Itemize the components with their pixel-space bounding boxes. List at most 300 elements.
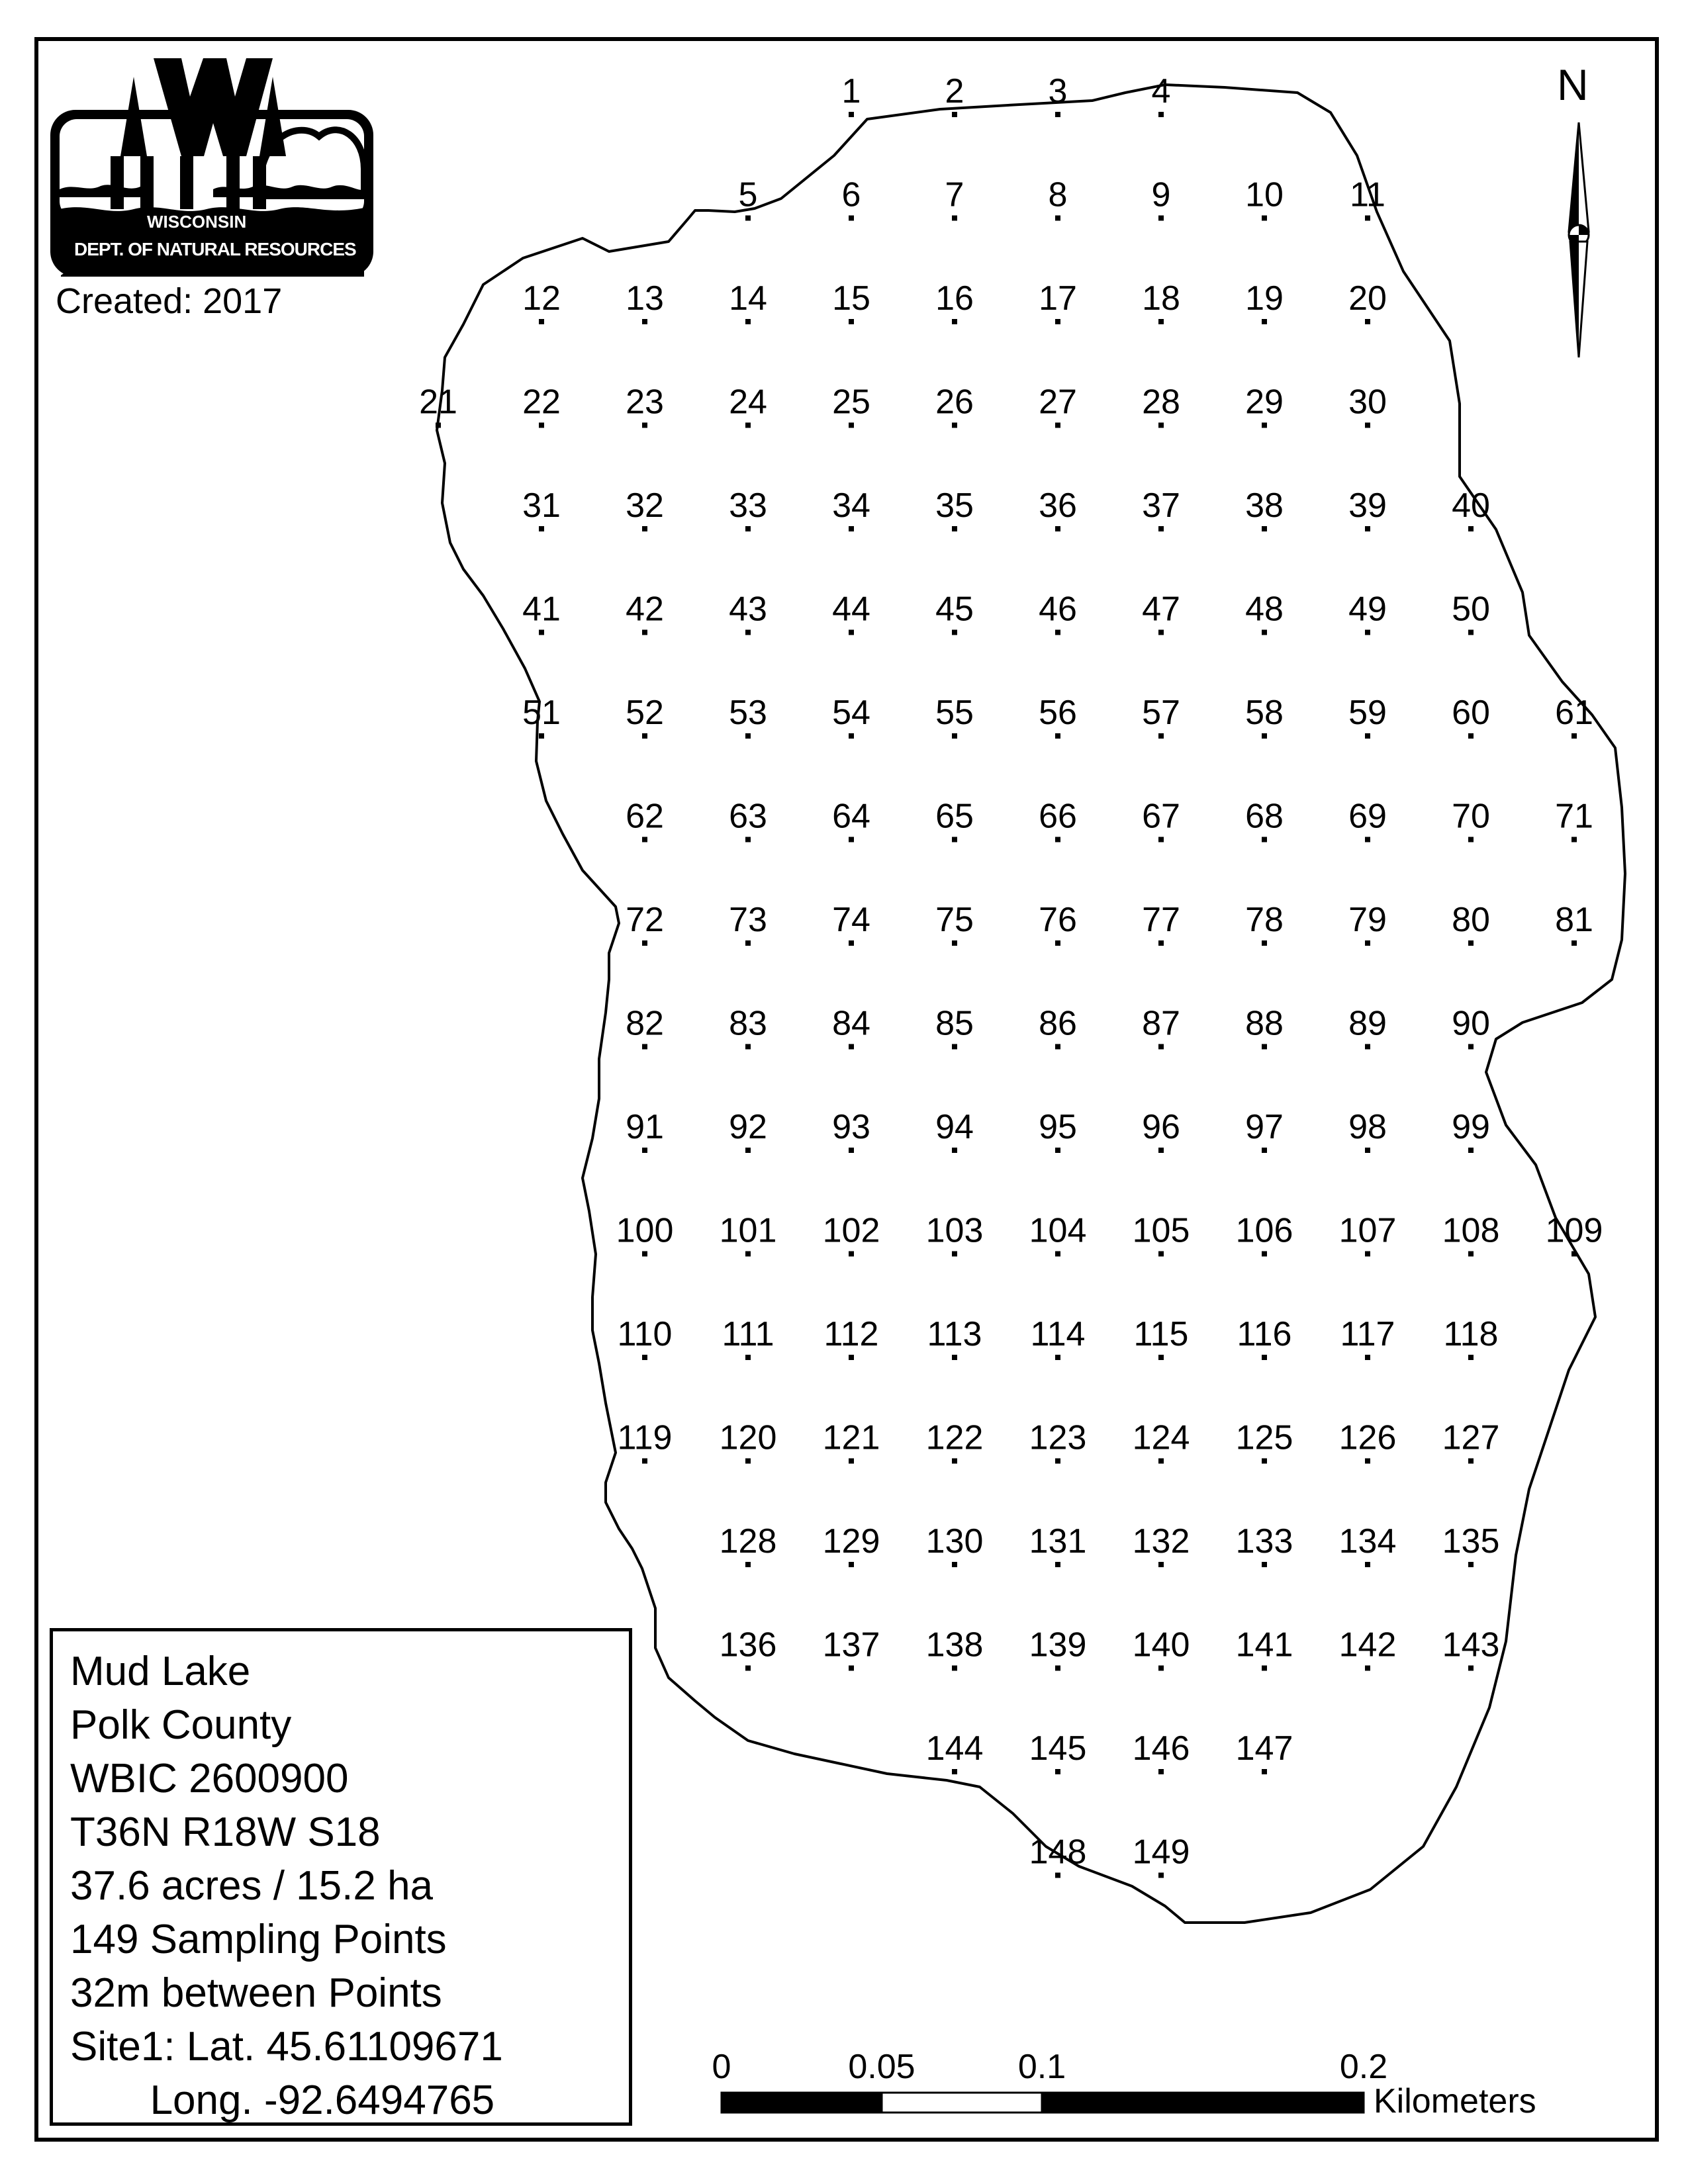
sampling-point-label-59: 59 [1348,694,1387,732]
sampling-point-label-134: 134 [1338,1522,1397,1561]
sampling-point-94 [952,1148,957,1153]
sampling-point-label-6: 6 [841,175,861,214]
sampling-point-46 [1055,630,1060,635]
sampling-point-131 [1055,1562,1060,1567]
info-longitude: Long. -92.6494765 [70,2077,495,2123]
info-spacing: 32m between Points [70,1970,442,2016]
sampling-point-34 [849,526,854,531]
wdnr-logo-mark [48,57,376,282]
sampling-point-label-57: 57 [1142,694,1180,732]
sampling-point-label-96: 96 [1142,1108,1180,1146]
sampling-point-47 [1158,630,1164,635]
sampling-point-103 [952,1251,957,1257]
sampling-point-142 [1365,1666,1370,1671]
sampling-point-label-129: 129 [822,1522,880,1561]
sampling-point-114 [1055,1355,1060,1360]
sampling-point-label-77: 77 [1142,901,1180,939]
sampling-point-36 [1055,526,1060,531]
sampling-point-6 [849,216,854,221]
sampling-point-148 [1055,1873,1060,1878]
sampling-point-84 [849,1044,854,1050]
scale-tick-0-1: 0.1 [1017,2048,1066,2086]
sampling-point-label-83: 83 [729,1004,767,1043]
sampling-point-91 [642,1148,647,1153]
sampling-point-100 [642,1251,647,1257]
sampling-point-label-81: 81 [1555,901,1593,939]
sampling-point-label-148: 148 [1029,1833,1087,1872]
sampling-point-87 [1158,1044,1164,1050]
sampling-point-label-70: 70 [1452,797,1490,836]
sampling-point-69 [1365,837,1370,842]
sampling-point-58 [1262,733,1267,739]
sampling-point-label-35: 35 [935,486,974,525]
scale-segment-2 [882,2093,1042,2113]
sampling-point-92 [745,1148,751,1153]
sampling-point-29 [1262,423,1267,428]
sampling-point-19 [1262,319,1267,324]
sampling-point-53 [745,733,751,739]
sampling-point-label-12: 12 [522,279,561,318]
sampling-point-label-126: 126 [1338,1418,1397,1457]
sampling-point-label-62: 62 [626,797,664,836]
sampling-point-label-149: 149 [1132,1833,1190,1872]
sampling-point-label-11: 11 [1350,175,1385,214]
sampling-point-label-66: 66 [1039,797,1077,836]
sampling-point-label-34: 34 [832,486,870,525]
sampling-point-125 [1262,1459,1267,1464]
sampling-point-label-21: 21 [419,383,457,422]
sampling-point-116 [1262,1355,1267,1360]
sampling-point-33 [745,526,751,531]
sampling-point-label-67: 67 [1142,797,1180,836]
sampling-point-37 [1158,526,1164,531]
sampling-point-label-105: 105 [1132,1211,1190,1250]
sampling-point-label-13: 13 [626,279,664,318]
sampling-point-107 [1365,1251,1370,1257]
sampling-point-label-30: 30 [1348,383,1387,422]
sampling-point-106 [1262,1251,1267,1257]
sampling-point-label-16: 16 [935,279,974,318]
sampling-point-label-138: 138 [925,1625,984,1664]
sampling-point-23 [642,423,647,428]
sampling-point-25 [849,423,854,428]
sampling-point-97 [1262,1148,1267,1153]
sampling-point-72 [642,940,647,946]
sampling-point-4 [1158,112,1164,117]
sampling-point-113 [952,1355,957,1360]
sampling-point-86 [1055,1044,1060,1050]
sampling-point-85 [952,1044,957,1050]
sampling-point-108 [1468,1251,1474,1257]
sampling-point-56 [1055,733,1060,739]
sampling-point-16 [952,319,957,324]
sampling-point-70 [1468,837,1474,842]
sampling-point-120 [745,1459,751,1464]
sampling-point-label-22: 22 [522,383,561,422]
sampling-point-label-23: 23 [626,383,664,422]
sampling-point-95 [1055,1148,1060,1153]
sampling-point-label-72: 72 [626,901,664,939]
sampling-point-112 [849,1355,854,1360]
sampling-point-label-20: 20 [1348,279,1387,318]
sampling-point-label-107: 107 [1338,1211,1397,1250]
sampling-point-label-102: 102 [822,1211,880,1250]
sampling-point-41 [539,630,544,635]
sampling-point-label-71: 71 [1555,797,1593,836]
sampling-point-5 [745,216,751,221]
sampling-point-143 [1468,1666,1474,1671]
sampling-point-12 [539,319,544,324]
sampling-point-26 [952,423,957,428]
sampling-point-label-49: 49 [1348,590,1387,629]
sampling-point-13 [642,319,647,324]
sampling-point-label-112: 112 [823,1315,879,1353]
sampling-point-label-44: 44 [832,590,870,629]
sampling-point-label-46: 46 [1039,590,1077,629]
sampling-point-label-4: 4 [1151,72,1171,111]
sampling-point-137 [849,1666,854,1671]
sampling-point-label-133: 133 [1235,1522,1293,1561]
sampling-point-63 [745,837,751,842]
sampling-point-label-33: 33 [729,486,767,525]
sampling-point-label-94: 94 [935,1108,974,1146]
sampling-point-77 [1158,940,1164,946]
sampling-point-38 [1262,526,1267,531]
sampling-point-label-123: 123 [1029,1418,1087,1457]
sampling-point-8 [1055,216,1060,221]
sampling-point-label-5: 5 [738,175,758,214]
sampling-point-label-68: 68 [1245,797,1284,836]
sampling-point-label-92: 92 [729,1108,767,1146]
sampling-point-140 [1158,1666,1164,1671]
sampling-point-label-54: 54 [832,694,870,732]
sampling-point-label-41: 41 [522,590,561,629]
sampling-point-60 [1468,733,1474,739]
sampling-point-label-31: 31 [522,486,561,525]
sampling-point-52 [642,733,647,739]
sampling-point-82 [642,1044,647,1050]
sampling-point-28 [1158,423,1164,428]
sampling-point-label-42: 42 [626,590,664,629]
sampling-point-80 [1468,940,1474,946]
sampling-point-label-99: 99 [1452,1108,1490,1146]
scale-units: Kilometers [1374,2082,1536,2120]
sampling-point-label-82: 82 [626,1004,664,1043]
sampling-point-label-37: 37 [1142,486,1180,525]
scale-tick-0-2: 0.2 [1339,2048,1388,2086]
sampling-point-label-55: 55 [935,694,974,732]
sampling-point-label-124: 124 [1132,1418,1190,1457]
sampling-point-label-137: 137 [822,1625,880,1664]
sampling-point-9 [1158,216,1164,221]
north-arrow [1569,122,1589,357]
info-lake-name: Mud Lake [70,1649,251,1694]
sampling-point-label-19: 19 [1245,279,1284,318]
sampling-point-88 [1262,1044,1267,1050]
sampling-point-label-101: 101 [719,1211,777,1250]
sampling-point-label-116: 116 [1237,1315,1292,1353]
sampling-point-label-74: 74 [832,901,870,939]
sampling-point-81 [1571,940,1577,946]
sampling-point-label-17: 17 [1039,279,1077,318]
sampling-point-133 [1262,1562,1267,1567]
sampling-point-35 [952,526,957,531]
sampling-point-75 [952,940,957,946]
sampling-point-label-18: 18 [1142,279,1180,318]
sampling-point-label-86: 86 [1039,1004,1077,1043]
sampling-point-49 [1365,630,1370,635]
sampling-point-label-114: 114 [1030,1315,1086,1353]
sampling-point-76 [1055,940,1060,946]
sampling-point-label-121: 121 [822,1418,880,1457]
sampling-point-57 [1158,733,1164,739]
sampling-point-98 [1365,1148,1370,1153]
sampling-point-label-63: 63 [729,797,767,836]
sampling-point-102 [849,1251,854,1257]
scale-bar [712,2048,1536,2120]
sampling-point-89 [1365,1044,1370,1050]
sampling-point-label-39: 39 [1348,486,1387,525]
sampling-point-117 [1365,1355,1370,1360]
sampling-point-149 [1158,1873,1164,1878]
sampling-point-90 [1468,1044,1474,1050]
sampling-point-label-100: 100 [616,1211,674,1250]
sampling-point-45 [952,630,957,635]
sampling-point-96 [1158,1148,1164,1153]
sampling-point-27 [1055,423,1060,428]
sampling-point-74 [849,940,854,946]
sampling-point-40 [1468,526,1474,531]
sampling-point-label-132: 132 [1132,1522,1190,1561]
sampling-point-label-144: 144 [925,1729,984,1768]
sampling-point-label-85: 85 [935,1004,974,1043]
sampling-point-label-36: 36 [1039,486,1077,525]
sampling-point-label-53: 53 [729,694,767,732]
sampling-point-label-73: 73 [729,901,767,939]
sampling-point-label-64: 64 [832,797,870,836]
sampling-point-label-131: 131 [1029,1522,1087,1561]
sampling-point-44 [849,630,854,635]
sampling-point-128 [745,1562,751,1567]
sampling-point-61 [1571,733,1577,739]
sampling-point-68 [1262,837,1267,842]
sampling-point-label-65: 65 [935,797,974,836]
sampling-point-label-25: 25 [832,383,870,422]
sampling-point-51 [539,733,544,739]
sampling-point-label-9: 9 [1151,175,1171,214]
sampling-point-104 [1055,1251,1060,1257]
sampling-point-label-125: 125 [1235,1418,1293,1457]
sampling-point-label-14: 14 [729,279,767,318]
sampling-point-label-111: 111 [722,1315,774,1353]
sampling-point-101 [745,1251,751,1257]
sampling-point-label-87: 87 [1142,1004,1180,1043]
sampling-point-31 [539,526,544,531]
wdnr-logo [48,57,376,282]
sampling-point-label-139: 139 [1029,1625,1087,1664]
sampling-point-14 [745,319,751,324]
sampling-point-1 [849,112,854,117]
sampling-point-label-115: 115 [1133,1315,1189,1353]
info-township: T36N R18W S18 [70,1809,381,1855]
north-arrow-upper-shade [1569,122,1579,232]
sampling-point-59 [1365,733,1370,739]
sampling-point-label-103: 103 [925,1211,984,1250]
sampling-point-label-145: 145 [1029,1729,1087,1768]
sampling-point-144 [952,1769,957,1774]
sampling-point-54 [849,733,854,739]
sampling-point-3 [1055,112,1060,117]
sampling-point-label-130: 130 [925,1522,984,1561]
sampling-point-label-142: 142 [1338,1625,1397,1664]
sampling-point-7 [952,216,957,221]
sampling-point-24 [745,423,751,428]
sampling-point-30 [1365,423,1370,428]
sampling-point-62 [642,837,647,842]
sampling-point-label-147: 147 [1235,1729,1293,1768]
sampling-point-21 [436,423,441,428]
sampling-point-123 [1055,1459,1060,1464]
sampling-point-127 [1468,1459,1474,1464]
sampling-point-label-84: 84 [832,1004,870,1043]
sampling-point-122 [952,1459,957,1464]
logo-line-1: WISCONSIN [147,212,247,232]
sampling-point-label-90: 90 [1452,1004,1490,1043]
north-label: N [1557,60,1589,109]
scale-tick-0: 0 [712,2048,731,2086]
scale-tick-0-05: 0.05 [848,2048,915,2086]
sampling-point-141 [1262,1666,1267,1671]
sampling-point-label-109: 109 [1545,1211,1603,1250]
sampling-point-label-40: 40 [1452,486,1490,525]
info-wbic: WBIC 2600900 [70,1756,349,1801]
info-area: 37.6 acres / 15.2 ha [70,1863,434,1909]
sampling-point-50 [1468,630,1474,635]
sampling-point-label-120: 120 [719,1418,777,1457]
sampling-point-label-76: 76 [1039,901,1077,939]
sampling-point-55 [952,733,957,739]
sampling-point-label-3: 3 [1048,72,1068,111]
sampling-point-136 [745,1666,751,1671]
info-county: Polk County [70,1702,292,1748]
sampling-point-48 [1262,630,1267,635]
sampling-point-label-32: 32 [626,486,664,525]
sampling-point-label-52: 52 [626,694,664,732]
sampling-point-135 [1468,1562,1474,1567]
sampling-point-20 [1365,319,1370,324]
sampling-point-label-93: 93 [832,1108,870,1146]
sampling-point-label-104: 104 [1029,1211,1087,1250]
sampling-point-126 [1365,1459,1370,1464]
sampling-point-label-141: 141 [1235,1625,1293,1664]
sampling-point-label-118: 118 [1443,1315,1499,1353]
sampling-point-label-27: 27 [1039,383,1077,422]
sampling-point-115 [1158,1355,1164,1360]
sampling-point-label-61: 61 [1555,694,1593,732]
sampling-point-15 [849,319,854,324]
sampling-point-label-140: 140 [1132,1625,1190,1664]
sampling-point-label-95: 95 [1039,1108,1077,1146]
sampling-point-22 [539,423,544,428]
sampling-point-2 [952,112,957,117]
sampling-point-label-60: 60 [1452,694,1490,732]
sampling-point-105 [1158,1251,1164,1257]
sampling-point-label-10: 10 [1245,175,1284,214]
sampling-point-label-89: 89 [1348,1004,1387,1043]
sampling-point-label-48: 48 [1245,590,1284,629]
sampling-point-label-75: 75 [935,901,974,939]
scale-segment-1 [722,2093,882,2113]
sampling-point-124 [1158,1459,1164,1464]
sampling-point-label-56: 56 [1039,694,1077,732]
info-point-count: 149 Sampling Points [70,1917,447,1962]
sampling-point-121 [849,1459,854,1464]
sampling-point-111 [745,1355,751,1360]
sampling-point-label-98: 98 [1348,1108,1387,1146]
sampling-point-label-97: 97 [1245,1108,1284,1146]
sampling-point-71 [1571,837,1577,842]
sampling-point-label-51: 51 [522,694,561,732]
sampling-point-label-58: 58 [1245,694,1284,732]
sampling-point-label-108: 108 [1442,1211,1500,1250]
sampling-point-label-8: 8 [1048,175,1068,214]
sampling-point-label-143: 143 [1442,1625,1500,1664]
sampling-point-label-24: 24 [729,383,767,422]
sampling-point-99 [1468,1148,1474,1153]
sampling-point-119 [642,1459,647,1464]
sampling-point-label-79: 79 [1348,901,1387,939]
sampling-point-label-28: 28 [1142,383,1180,422]
sampling-point-78 [1262,940,1267,946]
sampling-point-label-26: 26 [935,383,974,422]
sampling-point-label-106: 106 [1235,1211,1293,1250]
sampling-point-label-110: 110 [617,1315,673,1353]
sampling-point-109 [1571,1251,1577,1257]
sampling-point-42 [642,630,647,635]
sampling-point-67 [1158,837,1164,842]
sampling-point-129 [849,1562,854,1567]
sampling-point-label-119: 119 [617,1418,673,1457]
sampling-point-label-45: 45 [935,590,974,629]
sampling-point-label-122: 122 [925,1418,984,1457]
sampling-point-118 [1468,1355,1474,1360]
sampling-point-83 [745,1044,751,1050]
sampling-point-17 [1055,319,1060,324]
sampling-point-66 [1055,837,1060,842]
info-latitude: Site1: Lat. 45.61109671 [70,2024,503,2070]
sampling-point-139 [1055,1666,1060,1671]
sampling-point-73 [745,940,751,946]
sampling-point-label-91: 91 [626,1108,664,1146]
scale-segment-3 [1042,2093,1364,2113]
sampling-point-18 [1158,319,1164,324]
sampling-point-147 [1262,1769,1267,1774]
sampling-point-label-146: 146 [1132,1729,1190,1768]
sampling-point-146 [1158,1769,1164,1774]
sampling-point-label-80: 80 [1452,901,1490,939]
sampling-point-145 [1055,1769,1060,1774]
sampling-point-43 [745,630,751,635]
sampling-point-label-88: 88 [1245,1004,1284,1043]
sampling-point-label-38: 38 [1245,486,1284,525]
sampling-point-132 [1158,1562,1164,1567]
sampling-point-134 [1365,1562,1370,1567]
sampling-point-label-50: 50 [1452,590,1490,629]
sampling-point-label-7: 7 [945,175,964,214]
sampling-point-32 [642,526,647,531]
sampling-point-65 [952,837,957,842]
sampling-point-label-127: 127 [1442,1418,1500,1457]
